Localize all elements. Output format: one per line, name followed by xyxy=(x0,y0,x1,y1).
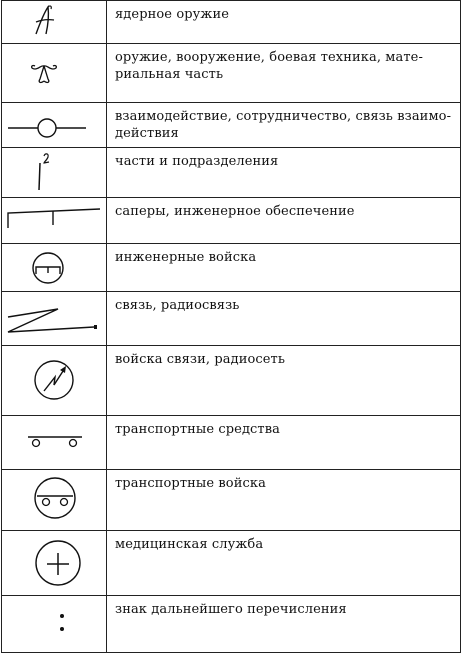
table-row xyxy=(1,291,461,345)
table-row xyxy=(1,243,461,291)
engineer-troops-sign-icon xyxy=(2,244,106,291)
nuclear-weapon-sign-icon xyxy=(2,1,106,43)
table-row xyxy=(1,530,461,595)
symbol-cell xyxy=(2,1,107,43)
table-row xyxy=(1,147,461,197)
symbol-cell xyxy=(2,44,107,102)
symbol-meaning: транспортные войска xyxy=(115,476,266,491)
transport-troops-sign-icon xyxy=(2,470,106,530)
symbol-cell xyxy=(2,531,107,595)
interaction-sign-icon xyxy=(2,103,106,147)
symbol-meaning: транспортные средства xyxy=(115,422,280,437)
signal-troops-sign-icon xyxy=(2,346,106,415)
symbol-cell xyxy=(2,596,107,652)
symbol-cell xyxy=(2,244,107,291)
symbol-meaning: части и подразделения xyxy=(115,154,279,169)
sappers-sign-icon xyxy=(2,198,106,243)
transport-sign-icon xyxy=(2,416,106,469)
symbol-meaning: саперы, инженерное обеспечение xyxy=(115,204,355,219)
table-row xyxy=(1,415,461,469)
symbol-cell xyxy=(2,292,107,345)
symbols-table xyxy=(1,0,461,653)
symbol-cell xyxy=(2,103,107,147)
table-row xyxy=(1,469,461,530)
symbol-cell xyxy=(2,346,107,415)
symbol-cell xyxy=(2,198,107,243)
symbol-cell xyxy=(2,148,107,197)
symbol-meaning: взаимодействие, сотрудничество, связь взаимо- действия xyxy=(115,109,452,141)
symbol-meaning: связь, радиосвязь xyxy=(115,298,240,313)
table-row xyxy=(1,0,461,43)
symbol-cell xyxy=(2,470,107,530)
symbol-meaning: инженерные войска xyxy=(115,250,257,265)
symbol-cell xyxy=(2,416,107,469)
table-row xyxy=(1,595,461,653)
table-row xyxy=(1,102,461,147)
table-row xyxy=(1,345,461,415)
symbol-meaning: войска связи, радиосеть xyxy=(115,352,286,367)
units-sign-icon xyxy=(2,148,106,197)
symbol-meaning: оружие, вооружение, боевая техника, мате- риальная часть xyxy=(115,50,423,82)
symbol-meaning: ядерное оружие xyxy=(115,7,230,22)
table-row xyxy=(1,197,461,243)
radio-communication-sign-icon xyxy=(2,292,106,345)
symbol-meaning: медицинская служба xyxy=(115,537,264,552)
table-row xyxy=(1,43,461,102)
symbol-meaning: знак дальнейшего перечисления xyxy=(115,602,347,617)
medical-service-sign-icon xyxy=(2,531,106,595)
enumeration-colon-sign-icon xyxy=(2,596,106,653)
weapon-sign-icon xyxy=(2,44,106,102)
